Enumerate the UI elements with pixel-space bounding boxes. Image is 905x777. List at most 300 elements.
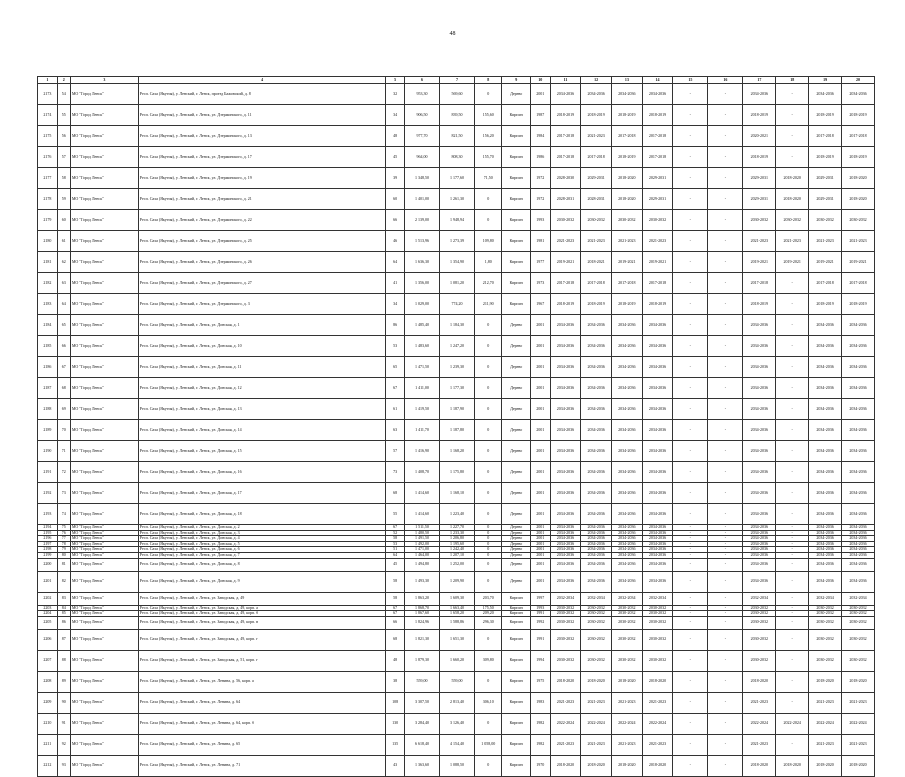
table-cell: - [673, 420, 708, 441]
table-cell: 2 139,00 [404, 210, 439, 231]
table-cell: Респ. Саха (Якутия), у. Ленский, г. Ленск, ул. Донская, д. 9 [138, 571, 386, 592]
table-cell: 2018-2020 [776, 755, 809, 776]
table-cell: Дерево [502, 552, 530, 558]
table-cell: 2030-2032 [581, 210, 612, 231]
table-cell: - [776, 536, 809, 542]
table-cell: 2034-2036 [550, 336, 581, 357]
table-cell: 2021-2023 [550, 692, 581, 713]
table-cell: 91 [57, 713, 70, 734]
table-cell: 2034-2036 [611, 483, 642, 504]
table-cell: - [776, 147, 809, 168]
table-cell: 2030-2032 [743, 650, 776, 671]
table-cell: - [776, 105, 809, 126]
table-cell: 2018-2020 [842, 168, 875, 189]
table-cell: 2034-2036 [581, 525, 612, 531]
table-cell: 2018-2019 [611, 147, 642, 168]
table-cell: Дерево [502, 571, 530, 592]
table-cell: 2183 [38, 294, 58, 315]
table-cell: 2030-2032 [743, 605, 776, 611]
table-row [38, 147, 875, 168]
table-cell: 2178 [38, 189, 58, 210]
table-cell: 2019-2021 [776, 252, 809, 273]
table-cell: 2034-2036 [581, 536, 612, 542]
table-cell: - [776, 315, 809, 336]
table-cell: 66 [57, 336, 70, 357]
table-cell: 2030-2032 [550, 629, 581, 650]
table-row [38, 755, 875, 776]
table-cell: МО "Город Ленск" [70, 105, 138, 126]
table-cell: 71 [57, 441, 70, 462]
table-cell: 2034-2036 [743, 547, 776, 553]
table-cell: - [776, 483, 809, 504]
table-row [38, 357, 875, 378]
table-cell: 1 058,00 [475, 734, 502, 755]
table-cell: 808,30 [440, 147, 475, 168]
table-cell: 58 [57, 168, 70, 189]
table-cell: 2018-2021 [581, 252, 612, 273]
table-cell: 2198 [38, 547, 58, 553]
table-cell: 2030-2032 [550, 605, 581, 611]
table-cell: - [708, 483, 743, 504]
table-cell: 2034-2036 [611, 558, 642, 571]
table-cell: 2211 [38, 734, 58, 755]
table-cell: - [776, 399, 809, 420]
table-cell: - [673, 441, 708, 462]
table-cell: 1 414,60 [404, 483, 439, 504]
table-cell: 2030-2032 [550, 611, 581, 617]
table-cell: 2034-2036 [642, 315, 673, 336]
table-cell: Кирпич [502, 126, 530, 147]
table-cell: МО "Город Ленск" [70, 420, 138, 441]
table-cell: - [673, 126, 708, 147]
table-cell: 2022-2024 [809, 713, 842, 734]
table-cell: 2034-2036 [642, 525, 673, 531]
table-cell: 2030-2032 [581, 611, 612, 617]
table-cell: 2034-2036 [611, 571, 642, 592]
table-cell: 2034-2036 [581, 547, 612, 553]
table-cell: Респ. Саха (Якутия), у. Ленский, г. Ленск, ул. Донская, д. 13 [138, 399, 386, 420]
table-cell: 0 [475, 399, 502, 420]
table-cell: 1972 [530, 168, 550, 189]
table-cell: 2202 [38, 592, 58, 605]
table-cell: - [708, 692, 743, 713]
table-cell: - [776, 530, 809, 536]
table-cell: 2034-2036 [743, 462, 776, 483]
table-cell: МО "Город Ленск" [70, 536, 138, 542]
table-cell: 2028-2030 [550, 168, 581, 189]
table-cell: 1 471,50 [404, 357, 439, 378]
table-cell: 2034-2036 [642, 541, 673, 547]
table-cell: 2019-2021 [611, 252, 642, 273]
table-cell: 2034-2036 [642, 536, 673, 542]
table-cell: - [673, 231, 708, 252]
table-cell: 2034-2036 [611, 536, 642, 542]
table-cell: - [776, 357, 809, 378]
table-cell: 2021-2023 [581, 692, 612, 713]
table-cell: 1982 [530, 713, 550, 734]
table-cell: 67 [57, 357, 70, 378]
table-cell: 1 419,50 [404, 399, 439, 420]
table-cell: 2180 [38, 231, 58, 252]
table-cell: 1 411,00 [404, 378, 439, 399]
table-cell: - [776, 525, 809, 531]
table-cell: 2034-2036 [550, 525, 581, 531]
table-cell: - [673, 357, 708, 378]
table-cell: 296,30 [475, 616, 502, 629]
table-cell: 70 [57, 420, 70, 441]
table-cell: - [673, 592, 708, 605]
table-cell: - [673, 605, 708, 611]
table-cell: - [673, 462, 708, 483]
table-cell: МО "Город Ленск" [70, 616, 138, 629]
table-cell: 2021-2023 [611, 231, 642, 252]
table-cell: 92 [57, 734, 70, 755]
page-number: 48 [449, 31, 456, 37]
table-cell: Кирпич [502, 210, 530, 231]
table-cell: 1 029,00 [404, 294, 439, 315]
table-cell: - [673, 483, 708, 504]
table-cell: 2034-2036 [842, 552, 875, 558]
table-cell: 2034-2036 [642, 420, 673, 441]
table-cell: 2034-2036 [743, 571, 776, 592]
table-cell: 67 [386, 605, 405, 611]
table-cell: 2034-2036 [842, 525, 875, 531]
table-cell: 2018-2020 [550, 755, 581, 776]
table-cell: Кирпич [502, 252, 530, 273]
table-cell: - [776, 504, 809, 525]
table-cell: 108 [386, 692, 405, 713]
table-cell: Респ. Саха (Якутия), у. Ленский, г. Ленск, ул. Дзержинского, д. 27 [138, 273, 386, 294]
table-cell: 1 242,40 [440, 547, 475, 553]
table-cell: 2034-2036 [842, 504, 875, 525]
table-cell: - [776, 552, 809, 558]
header-cell-17: 17 [743, 77, 776, 84]
table-cell: 2034-2036 [581, 541, 612, 547]
table-cell: 3 126,40 [440, 713, 475, 734]
table-cell: 2034-2036 [642, 504, 673, 525]
table-cell: 2018-2020 [581, 755, 612, 776]
table-cell: - [708, 504, 743, 525]
table-cell: Дерево [502, 357, 530, 378]
table-cell: Респ. Саха (Якутия), у. Ленский, г. Ленск, ул. Ленина, д. 65 [138, 734, 386, 755]
table-cell: 2019-2021 [642, 252, 673, 273]
table-cell: 1994 [530, 650, 550, 671]
table-cell: 60 [57, 210, 70, 231]
table-cell: - [776, 126, 809, 147]
table-cell: МО "Город Ленск" [70, 650, 138, 671]
table-cell: 2034-2036 [809, 420, 842, 441]
table-cell: - [708, 273, 743, 294]
table-row [38, 692, 875, 713]
table-cell: МО "Город Ленск" [70, 547, 138, 553]
table-cell: 1 821,30 [404, 629, 439, 650]
table-cell: 2019-2021 [809, 252, 842, 273]
table-cell: 2017-2018 [581, 273, 612, 294]
table-cell: 2034-2036 [581, 84, 612, 105]
table-cell: 64 [57, 294, 70, 315]
table-cell: МО "Город Ленск" [70, 84, 138, 105]
table-cell: - [708, 210, 743, 231]
table-cell: Кирпич [502, 189, 530, 210]
header-cell-16: 16 [708, 77, 743, 84]
table-cell: 93 [57, 755, 70, 776]
table-cell: 88 [57, 650, 70, 671]
table-cell: Респ. Саха (Якутия), у. Ленский, г. Ленск, ул. Донская, д. 15 [138, 441, 386, 462]
table-cell: 54 [57, 84, 70, 105]
table-cell: 2018-2020 [842, 755, 875, 776]
table-cell: - [673, 541, 708, 547]
table-cell: Кирпич [502, 168, 530, 189]
table-cell: - [673, 252, 708, 273]
table-cell: 2030-2032 [642, 611, 673, 617]
table-cell: 2030-2032 [842, 210, 875, 231]
table-cell: 2034-2036 [611, 420, 642, 441]
table-cell: 68 [386, 629, 405, 650]
table-row [38, 315, 875, 336]
table-cell: 61 [57, 231, 70, 252]
table-cell: 2018-2020 [581, 671, 612, 692]
table-cell: 0 [475, 713, 502, 734]
table-cell: 41 [386, 273, 405, 294]
table-cell: 2019-2021 [550, 252, 581, 273]
table-cell: 2030-2032 [611, 650, 642, 671]
table-cell: 2001 [530, 441, 550, 462]
table-cell: 2182 [38, 273, 58, 294]
table-cell: 1981 [530, 231, 550, 252]
table-cell: 2018-2019 [743, 294, 776, 315]
table-cell: 1 824,96 [404, 616, 439, 629]
table-cell: 2186 [38, 357, 58, 378]
table-cell: 2030-2032 [809, 210, 842, 231]
table-row [38, 734, 875, 755]
table-cell: 2021-2023 [743, 734, 776, 755]
table-cell: 2029-2031 [809, 189, 842, 210]
table-cell: - [673, 189, 708, 210]
table-cell: 2021-2023 [842, 692, 875, 713]
table-cell: 2030-2032 [550, 210, 581, 231]
table-cell: 2201 [38, 571, 58, 592]
table-cell: - [673, 315, 708, 336]
table-cell: 2001 [530, 336, 550, 357]
table-cell: 2017-2018 [809, 273, 842, 294]
table-cell: 2034-2036 [642, 441, 673, 462]
table-cell: 2030-2032 [776, 210, 809, 231]
table-row [38, 650, 875, 671]
table-cell: 2032-2034 [550, 592, 581, 605]
table-row [38, 336, 875, 357]
table-cell: 1 513,96 [404, 231, 439, 252]
table-cell: 2018-2019 [581, 294, 612, 315]
table-row [38, 483, 875, 504]
table-cell: - [776, 616, 809, 629]
table-cell: - [776, 650, 809, 671]
table-cell: Респ. Саха (Якутия), у. Ленский, г. Ленск, ул. Дзержинского, д. 3 [138, 294, 386, 315]
table-cell: 0 [475, 629, 502, 650]
table-cell: - [708, 536, 743, 542]
table-cell: - [708, 105, 743, 126]
table-cell: МО "Город Ленск" [70, 571, 138, 592]
table-cell: 61 [386, 399, 405, 420]
table-cell: 84 [57, 605, 70, 611]
table-cell: 2019-2021 [743, 252, 776, 273]
table-cell: 2034-2036 [611, 336, 642, 357]
table-cell: 2028-2031 [550, 189, 581, 210]
table-cell: 2034-2036 [809, 483, 842, 504]
table-cell: 1 223,40 [440, 504, 475, 525]
table-cell: 0 [475, 84, 502, 105]
table-cell: 74 [57, 504, 70, 525]
table-cell: 2034-2036 [809, 552, 842, 558]
table-cell: - [673, 84, 708, 105]
table-cell: 2034-2036 [809, 441, 842, 462]
table-cell: МО "Город Ленск" [70, 231, 138, 252]
table-cell: 1993 [530, 210, 550, 231]
table-cell: 2034-2036 [743, 399, 776, 420]
table-cell: 1997 [530, 592, 550, 605]
table-cell: 2018-2020 [611, 755, 642, 776]
table-cell: 1 660,20 [440, 650, 475, 671]
table-cell: 2030-2032 [611, 611, 642, 617]
table-cell: Респ. Саха (Якутия), у. Ленский, г. Ленск, ул. Донская, д. 2 [138, 525, 386, 531]
table-cell: 964,00 [404, 147, 439, 168]
table-cell: Дерево [502, 336, 530, 357]
table-cell: 2030-2032 [581, 629, 612, 650]
table-cell: 2022-2024 [842, 713, 875, 734]
table-cell: 0 [475, 530, 502, 536]
table-cell: МО "Город Ленск" [70, 611, 138, 617]
table-cell: 1 863,20 [404, 592, 439, 605]
table-cell: 2034-2036 [550, 571, 581, 592]
table-cell: 2017-2018 [642, 147, 673, 168]
table-cell: 2191 [38, 462, 58, 483]
table-cell: 0 [475, 504, 502, 525]
table-cell: МО "Город Ленск" [70, 357, 138, 378]
table-cell: 2034-2036 [743, 336, 776, 357]
table-cell: 1 168,20 [440, 441, 475, 462]
table-cell: 1 464,00 [404, 552, 439, 558]
table-cell: 2017-2018 [550, 147, 581, 168]
table-cell: 2017-2018 [743, 273, 776, 294]
table-cell: Дерево [502, 315, 530, 336]
table-cell: 2030-2032 [743, 629, 776, 650]
table-cell: 0 [475, 536, 502, 542]
table-cell: 1 494,80 [404, 558, 439, 571]
table-cell: 2019-2021 [842, 252, 875, 273]
table-cell: - [708, 84, 743, 105]
table-cell: 2030-2032 [550, 650, 581, 671]
table-cell: 2018-2020 [611, 168, 642, 189]
table-cell: - [708, 126, 743, 147]
table-cell: 3 284,40 [404, 713, 439, 734]
table-cell: МО "Город Ленск" [70, 126, 138, 147]
table-cell: 2034-2036 [642, 399, 673, 420]
table-cell: 2030-2032 [642, 210, 673, 231]
table-cell: 0 [475, 315, 502, 336]
table-cell: 2021-2023 [550, 734, 581, 755]
table-cell: 212,70 [475, 273, 502, 294]
table-cell: 68 [386, 483, 405, 504]
table-cell: 2034-2036 [842, 84, 875, 105]
table-cell: Респ. Саха (Якутия), у. Ленский, г. Ленск, ул. Ленина, д. 56, корп. а [138, 671, 386, 692]
table-cell: 1 408,70 [404, 462, 439, 483]
table-cell: 1 636,30 [404, 252, 439, 273]
table-cell: 2032-2034 [842, 592, 875, 605]
table-cell: Дерево [502, 420, 530, 441]
table-cell: 2034-2036 [842, 571, 875, 592]
table-row [38, 592, 875, 605]
table-cell: 2034-2036 [842, 441, 875, 462]
table-cell: 2001 [530, 541, 550, 547]
table-cell: - [776, 692, 809, 713]
table-cell: 2184 [38, 315, 58, 336]
table-cell: - [673, 692, 708, 713]
table-cell: 821,50 [440, 126, 475, 147]
table-cell: 1 354,90 [440, 252, 475, 273]
table-cell: Кирпич [502, 273, 530, 294]
table-cell: 2030-2032 [743, 210, 776, 231]
table-cell: МО "Город Ленск" [70, 558, 138, 571]
table-cell: - [673, 294, 708, 315]
header-cell-6: 6 [404, 77, 439, 84]
table-cell: 2018-2019 [550, 105, 581, 126]
table-cell: 1 879,30 [404, 650, 439, 671]
table-cell: Кирпич [502, 734, 530, 755]
table-cell: - [673, 547, 708, 553]
table-cell: 2034-2036 [809, 315, 842, 336]
table-cell: 51 [386, 547, 405, 553]
table-cell: МО "Город Ленск" [70, 592, 138, 605]
table-cell: 2034-2036 [581, 315, 612, 336]
table-cell: 0 [475, 547, 502, 553]
table-cell: 2032-2034 [743, 592, 776, 605]
table-cell: 2034-2036 [642, 547, 673, 553]
table-cell: 2029-2031 [642, 168, 673, 189]
table-cell: 2022-2024 [776, 713, 809, 734]
table-cell: 2034-2036 [642, 558, 673, 571]
table-cell: 2034-2036 [809, 541, 842, 547]
table-cell: 2175 [38, 126, 58, 147]
table-cell: 1 348,50 [404, 168, 439, 189]
table-cell: МО "Город Ленск" [70, 273, 138, 294]
table-cell: 2034-2036 [642, 84, 673, 105]
table-cell: 1 491,50 [404, 536, 439, 542]
table-cell: Респ. Саха (Якутия), у. Ленский, г. Ленск, ул. Заводская, д. 49, корп. в [138, 616, 386, 629]
table-cell: МО "Город Ленск" [70, 629, 138, 650]
table-row [38, 294, 875, 315]
table-cell: 1 483,60 [404, 336, 439, 357]
table-cell: 2034-2036 [611, 530, 642, 536]
table-cell: - [708, 399, 743, 420]
table-cell: 56 [57, 126, 70, 147]
table-cell: 2034-2036 [581, 420, 612, 441]
table-cell: 2189 [38, 420, 58, 441]
table-cell: 2030-2032 [842, 650, 875, 671]
table-cell: 2034-2036 [611, 547, 642, 553]
table-cell: 309,80 [475, 650, 502, 671]
table-cell: - [673, 734, 708, 755]
table-cell: Дерево [502, 483, 530, 504]
table-cell: - [708, 616, 743, 629]
table-cell: 2021-2023 [809, 692, 842, 713]
table-cell: Дерево [502, 541, 530, 547]
table-cell: 53 [386, 541, 405, 547]
table-cell: 2034-2036 [743, 483, 776, 504]
table-cell: 2034-2036 [809, 504, 842, 525]
table-cell: - [776, 420, 809, 441]
table-cell: 2181 [38, 252, 58, 273]
table-cell: 2022-2024 [611, 713, 642, 734]
table-cell: 0 [475, 755, 502, 776]
